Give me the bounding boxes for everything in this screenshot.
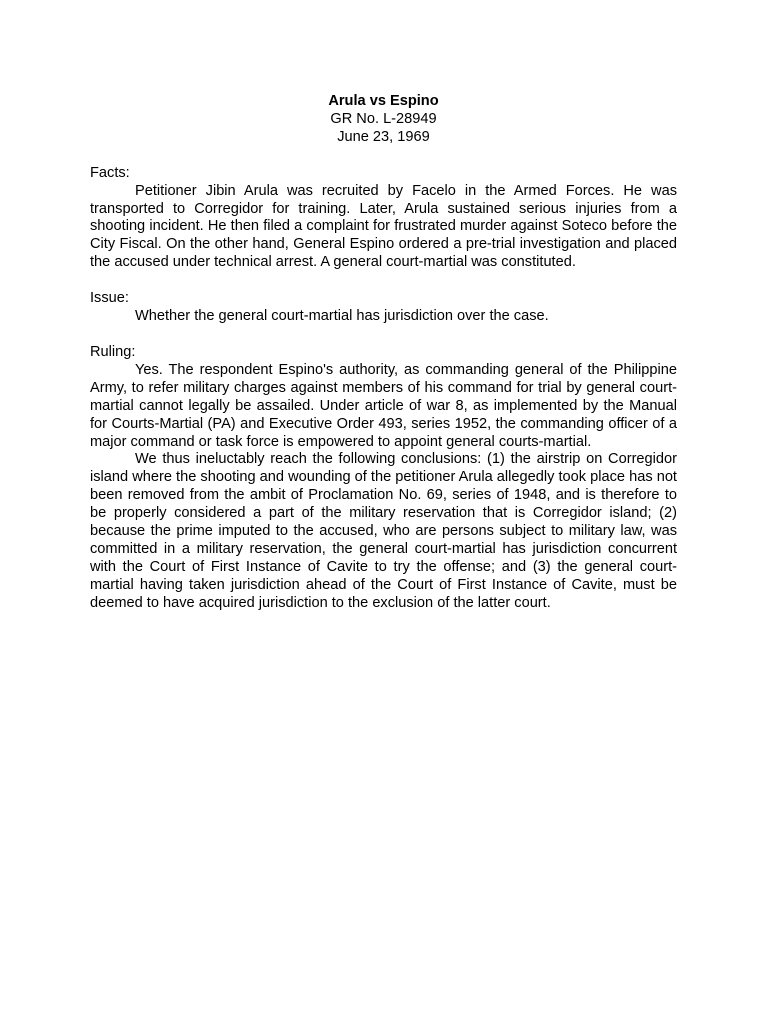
case-number: GR No. L-28949: [330, 110, 437, 127]
ruling-section: [90, 344, 677, 613]
case-date: June 23, 1969: [337, 128, 430, 145]
document-page: [90, 93, 677, 613]
facts-paragraph: Petitioner Jibin Arula was recruited by Facelo in the Armed Forces. He was transported to Corregidor for training. Later, Arula sustained serious injuries from a shooting incident. He then filed a complaint for frustrated murder against Soteco before the City Fiscal. On the other hand, General Espino ordered a pre-trial investigation and placed the accused under technical arrest. A general court-martial was constituted.: [90, 182, 677, 271]
facts-section: [90, 165, 677, 272]
ruling-paragraph: Yes. The respondent Espino's authority, as commanding general of the Philippine Army, to refer military charges against members of his command for trial by general court-martial cannot legally be assailed. Under article of war 8, as implemented by the Manual for Courts-Martial (PA) and Executive Order 493, series 1952, the commanding officer of a major command or task force is empowered to appoint general courts-martial.: [90, 361, 677, 450]
case-header: [90, 93, 677, 147]
issue-section: [90, 290, 677, 326]
ruling-label: Ruling:: [90, 343, 136, 360]
issue-paragraph: Whether the general court-martial has jurisdiction over the case.: [135, 308, 549, 325]
facts-label: Facts:: [90, 164, 130, 181]
ruling-paragraph: We thus ineluctably reach the following conclusions: (1) the airstrip on Corregidor island where the shooting and wounding of the petitioner Arula allegedly took place has not been removed from the ambit of Proclamation No. 69, series of 1948, and is therefore to be properly considered a part of the military reservation that is Corregidor island; (2) because the prime imputed to the accused, who are persons subject to military law, was committed in a military reservation, the general court-martial has jurisdiction concurrent with the Court of First Instance of Cavite to try the offense; and (3) the general court-martial having taken jurisdiction ahead of the Court of First Instance of Cavite, must be deemed to have acquired jurisdiction to the exclusion of the latter court.: [90, 451, 677, 611]
case-title: Arula vs Espino: [328, 93, 439, 109]
issue-label: Issue:: [90, 290, 129, 307]
